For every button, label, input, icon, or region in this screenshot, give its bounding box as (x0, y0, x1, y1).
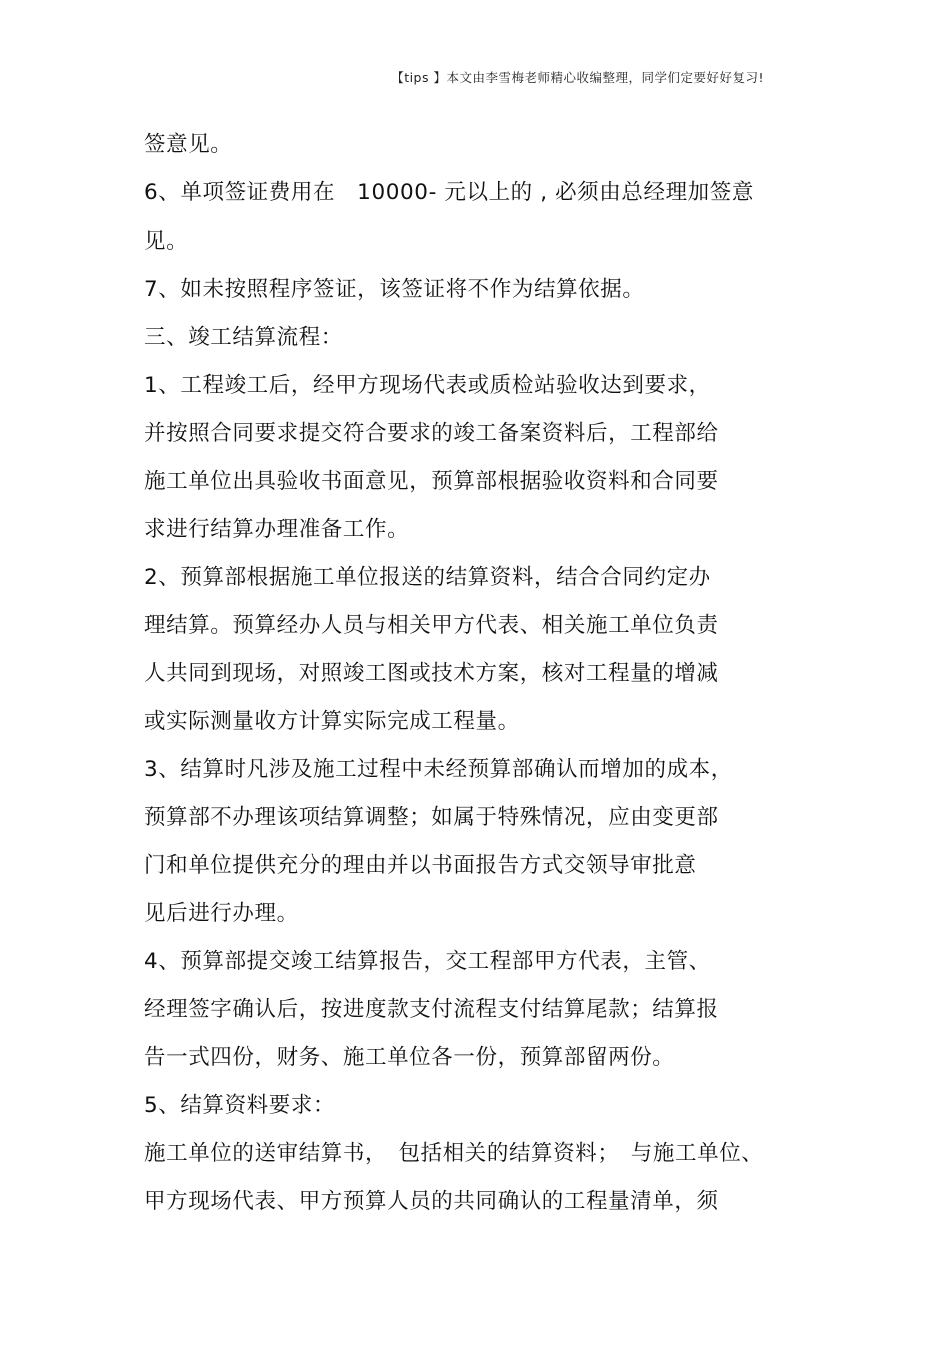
text-line: 6、单项签证费用在 10000- 元以上的 , 必须由总经理加签意 (144, 180, 754, 205)
text-line: 甲方现场代表、甲方预算人员的共同确认的工程量清单，须 (144, 1189, 719, 1214)
text-line: 告一式四份，财务、施工单位各一份，预算部留两份。 (144, 1045, 675, 1070)
text-line: 施工单位的送审结算书， 包括相关的结算资料； 与施工单位、 (144, 1141, 764, 1166)
text-line: 见。 (144, 229, 189, 254)
text-line: 3、结算时凡涉及施工过程中未经预算部确认而增加的成本， (144, 757, 733, 782)
text-line: 2、预算部根据施工单位报送的结算资料，结合合同约定办 (144, 565, 711, 590)
section-heading: 三、竣工结算流程： (144, 325, 343, 350)
text-line: 签意见。 (144, 132, 233, 157)
text-line: 预算部不办理该项结算调整；如属于特殊情况，应由变更部 (144, 805, 719, 830)
text-line: 并按照合同要求提交符合要求的竣工备案资料后，工程部给 (144, 421, 719, 446)
text-line: 见后进行办理。 (144, 901, 299, 926)
text-line: 1、工程竣工后，经甲方现场代表或质检站验收达到要求， (144, 373, 711, 398)
text-line: 或实际测量收方计算实际完成工程量。 (144, 709, 520, 734)
text-line: 7、如未按照程序签证，该签证将不作为结算依据。 (144, 277, 645, 302)
text-line: 4、预算部提交竣工结算报告，交工程部甲方代表，主管、 (144, 949, 711, 974)
text-line: 理结算。预算经办人员与相关甲方代表、相关施工单位负责 (144, 613, 719, 638)
text-line: 门和单位提供充分的理由并以书面报告方式交领导审批意 (144, 853, 697, 878)
text-line: 5、结算资料要求： (144, 1093, 336, 1118)
text-line: 求进行结算办理准备工作。 (144, 517, 410, 542)
text-line: 施工单位出具验收书面意见，预算部根据验收资料和合同要 (144, 469, 719, 494)
header-tips-note: 【tips 】本文由李雪梅老师精心收编整理，同学们定要好好复习! (391, 70, 764, 85)
text-line: 经理签字确认后，按进度款支付流程支付结算尾款；结算报 (144, 997, 719, 1022)
text-line: 人共同到现场，对照竣工图或技术方案，核对工程量的增减 (144, 661, 719, 686)
